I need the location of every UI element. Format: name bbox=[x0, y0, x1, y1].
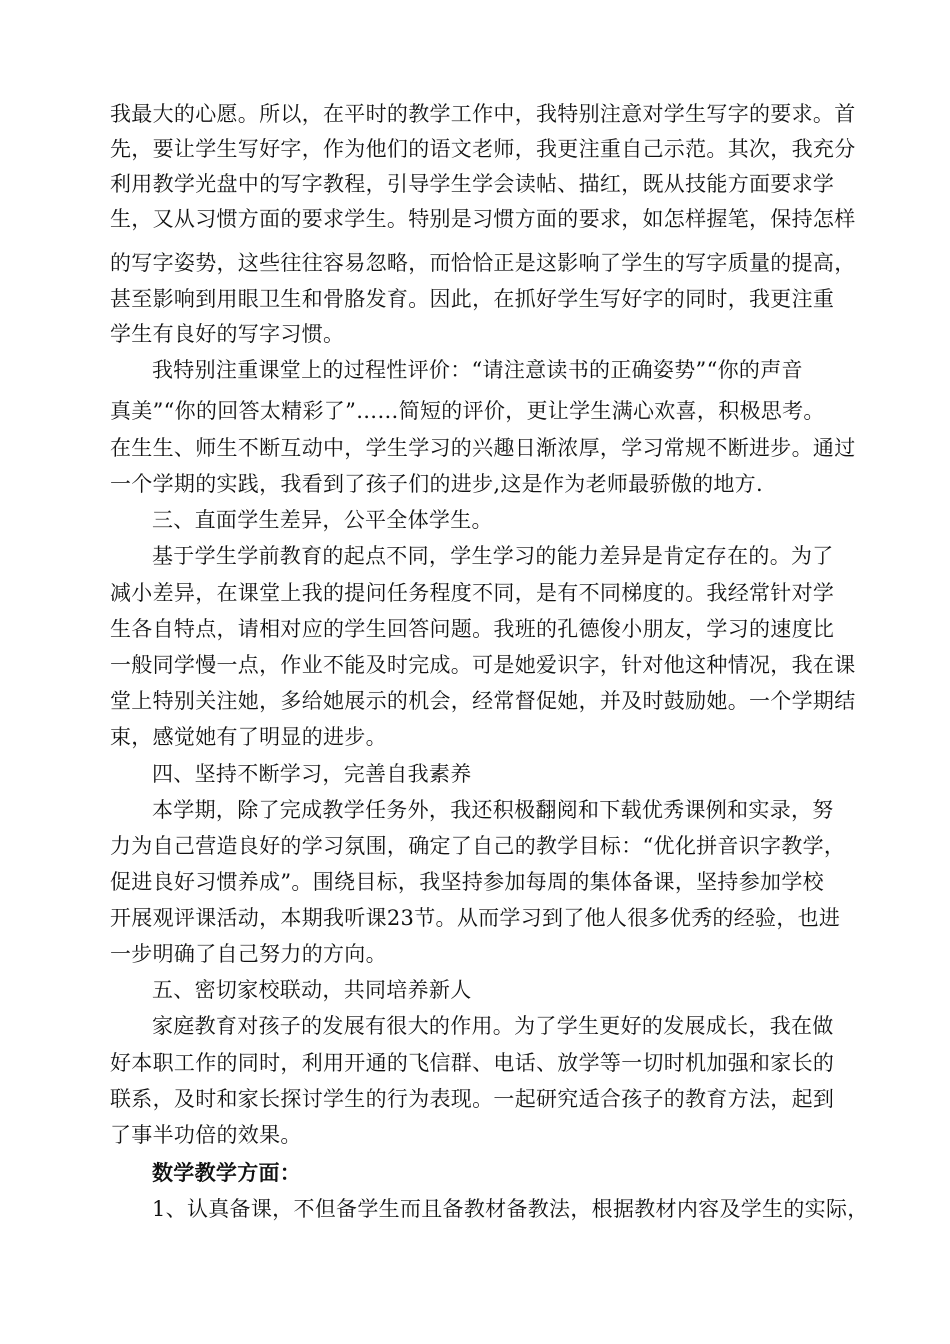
text-line: 我特别注重课堂上的过程性评价：“请注意读书的正确姿势”“你的声音 bbox=[152, 358, 803, 382]
section-heading: 五、密切家校联动，共同培养新人 bbox=[152, 978, 472, 1002]
text-line: 促进良好习惯养成”。围绕目标，我坚持参加每周的集体备课，坚持参加学校 bbox=[110, 870, 824, 894]
text-line: 1、认真备课，不但备学生而且备教材备教法，根据教材内容及学生的实际， bbox=[152, 1197, 869, 1221]
text-line: 甚至影响到用眼卫生和骨胳发育。因此，在抓好学生写好字的同时，我更注重 bbox=[110, 287, 835, 311]
text-line: 学生有良好的写字习惯。 bbox=[110, 322, 345, 346]
section-heading-math: 数学教学方面： bbox=[152, 1160, 302, 1185]
text-line: 一般同学慢一点，作业不能及时完成。可是她爱识字，针对他这种情况，我在课 bbox=[110, 653, 856, 677]
text-line: 在生生、师生不断互动中，学生学习的兴趣日渐浓厚，学习常规不断进步。通过 bbox=[110, 436, 856, 460]
text-line: 基于学生学前教育的起点不同，学生学习的能力差异是肯定存在的。为了 bbox=[152, 544, 834, 568]
text-line: 真美”“你的回答太精彩了”……简短的评价，更让学生满心欢喜，积极思考。 bbox=[110, 399, 825, 423]
text-line: 我最大的心愿。所以，在平时的教学工作中，我特别注意对学生写字的要求。首 bbox=[110, 102, 856, 126]
text-line: 堂上特别关注她，多给她展示的机会，经常督促她，并及时鼓励她。一个学期结 bbox=[110, 689, 856, 713]
text-line: 开展观评课活动，本期我听课23节。从而学习到了他人很多优秀的经验，也进 bbox=[110, 906, 841, 930]
text-line: 利用教学光盘中的写字教程，引导学生学会读帖、描红，既从技能方面要求学 bbox=[110, 172, 835, 196]
text-line: 家庭教育对孩子的发展有很大的作用。为了学生更好的发展成长，我在做 bbox=[152, 1014, 834, 1038]
text-line: 一个学期的实践，我看到了孩子们的进步,这是作为老师最骄傲的地方. bbox=[110, 472, 763, 496]
section-heading: 四、坚持不断学习，完善自我素养 bbox=[152, 762, 472, 786]
text-line: 束，感觉她有了明显的进步。 bbox=[110, 725, 387, 749]
text-line: 一步明确了自己努力的方向。 bbox=[110, 942, 387, 966]
text-line: 了事半功倍的效果。 bbox=[110, 1123, 302, 1147]
text-line: 生，又从习惯方面的要求学生。特别是习惯方面的要求，如怎样握笔，保持怎样 bbox=[110, 207, 856, 231]
text-line: 减小差异，在课堂上我的提问任务程度不同，是有不同梯度的。我经常针对学 bbox=[110, 581, 835, 605]
section-heading: 三、直面学生差异，公平全体学生。 bbox=[152, 508, 493, 532]
text-line: 联系，及时和家长探讨学生的行为表现。一起研究适合孩子的教育方法，起到 bbox=[110, 1087, 835, 1111]
text-line: 本学期，除了完成教学任务外，我还积极翻阅和下载优秀课例和实录，努 bbox=[152, 798, 834, 822]
text-line: 力为自己营造良好的学习氛围，确定了自己的教学目标：“优化拼音识字教学， bbox=[110, 834, 846, 858]
text-line: 生各自特点，请相对应的学生回答问题。我班的孔德俊小朋友，学习的速度比 bbox=[110, 617, 835, 641]
text-line: 的写字姿势，这些往往容易忽略，而恰恰正是这影响了学生的写字质量的提高， bbox=[110, 251, 856, 275]
text-line: 好本职工作的同时，利用开通的飞信群、电话、放学等一切时机加强和家长的 bbox=[110, 1051, 835, 1075]
text-line: 先，要让学生写好字，作为他们的语文老师，我更注重自己示范。其次，我充分 bbox=[110, 137, 856, 161]
